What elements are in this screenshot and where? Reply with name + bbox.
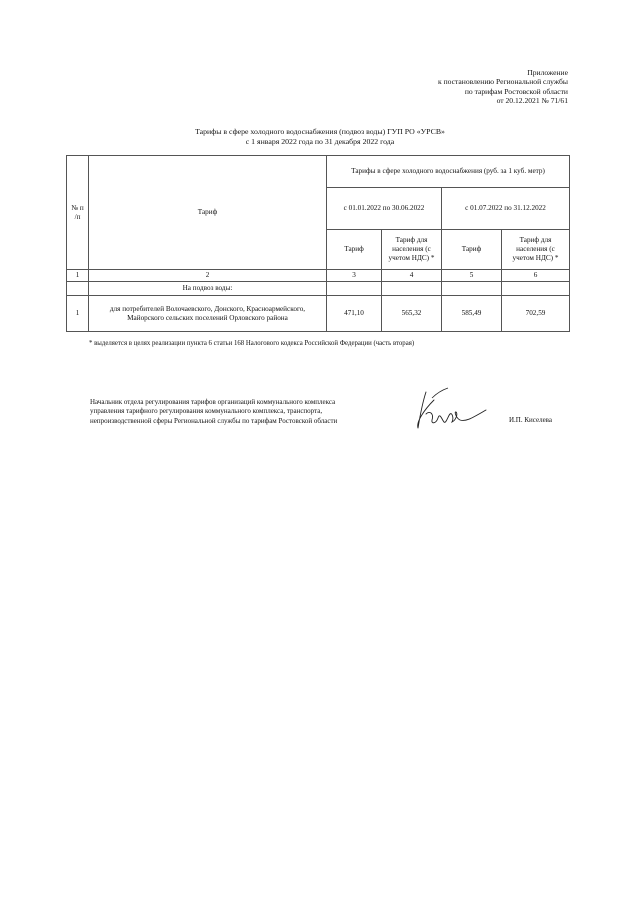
column-number: 5 [442,270,502,282]
row-value-tariff-1: 471,10 [327,296,382,332]
section-num-cell [67,282,89,296]
section-label: На подвоз воды: [89,282,327,296]
tariff-table [66,155,570,332]
empty-cell [502,282,570,296]
footnote: * выделяется в целях реализации пункта 6 статьи 168 Налогового кодекса Российской Федерации (часть вторая) [89,340,415,347]
subheader-population-2: Тариф для населения (с учетом НДС) * [502,230,570,270]
column-number: 1 [67,270,89,282]
column-number: 3 [327,270,382,282]
appendix-header [438,68,568,106]
title-line: с 1 января 2022 года по 31 декабря 2022 года [245,137,395,146]
subheader-tariff-1: Тариф [327,230,382,270]
empty-cell [442,282,502,296]
empty-cell [382,282,442,296]
document-title [0,127,640,147]
appendix-line: к постановлению Региональной службы [437,77,568,87]
title-line: Тарифы в сфере холодного водоснабжения (подвоз воды) ГУП РО «УРСВ» [195,127,445,136]
appendix-line: от 20.12.2021 № 71/61 [496,96,568,106]
header-num: № п /п [67,156,89,270]
row-value-population-1: 565,32 [382,296,442,332]
column-number: 4 [382,270,442,282]
header-group: Тарифы в сфере холодного водоснабжения (руб. за 1 куб. метр) [327,156,570,188]
position-line: Начальник отдела регулирования тарифов организаций коммунального комплекса [90,398,336,406]
row-value-population-2: 702,59 [502,296,570,332]
appendix-line: по тарифам Ростовской области [464,86,568,96]
position-line: непроизводственной сферы Региональной службы по тарифам Ростовской области [90,416,338,425]
header-period-1: с 01.01.2022 по 30.06.2022 [327,188,442,230]
row-num: 1 [67,296,89,332]
column-number: 6 [502,270,570,282]
header-tariff: Тариф [89,156,327,270]
column-number: 2 [89,270,327,282]
empty-cell [327,282,382,296]
signatory-name: И.П. Киселева [509,416,552,424]
handwritten-signature [412,384,492,434]
signatory-position [90,398,390,426]
subheader-population-1: Тариф для населения (с учетом НДС) * [382,230,442,270]
header-period-2: с 01.07.2022 по 31.12.2022 [442,188,570,230]
subheader-tariff-2: Тариф [442,230,502,270]
position-line: управления тарифного регулирования коммунального комплекса, транспорта, [90,407,323,416]
row-consumer-name: для потребителей Волочаевского, Донского, Красноармейского, Майорского сельских поселений Орловского района [89,296,327,332]
row-value-tariff-2: 585,49 [442,296,502,332]
appendix-line: Приложение [527,68,568,77]
